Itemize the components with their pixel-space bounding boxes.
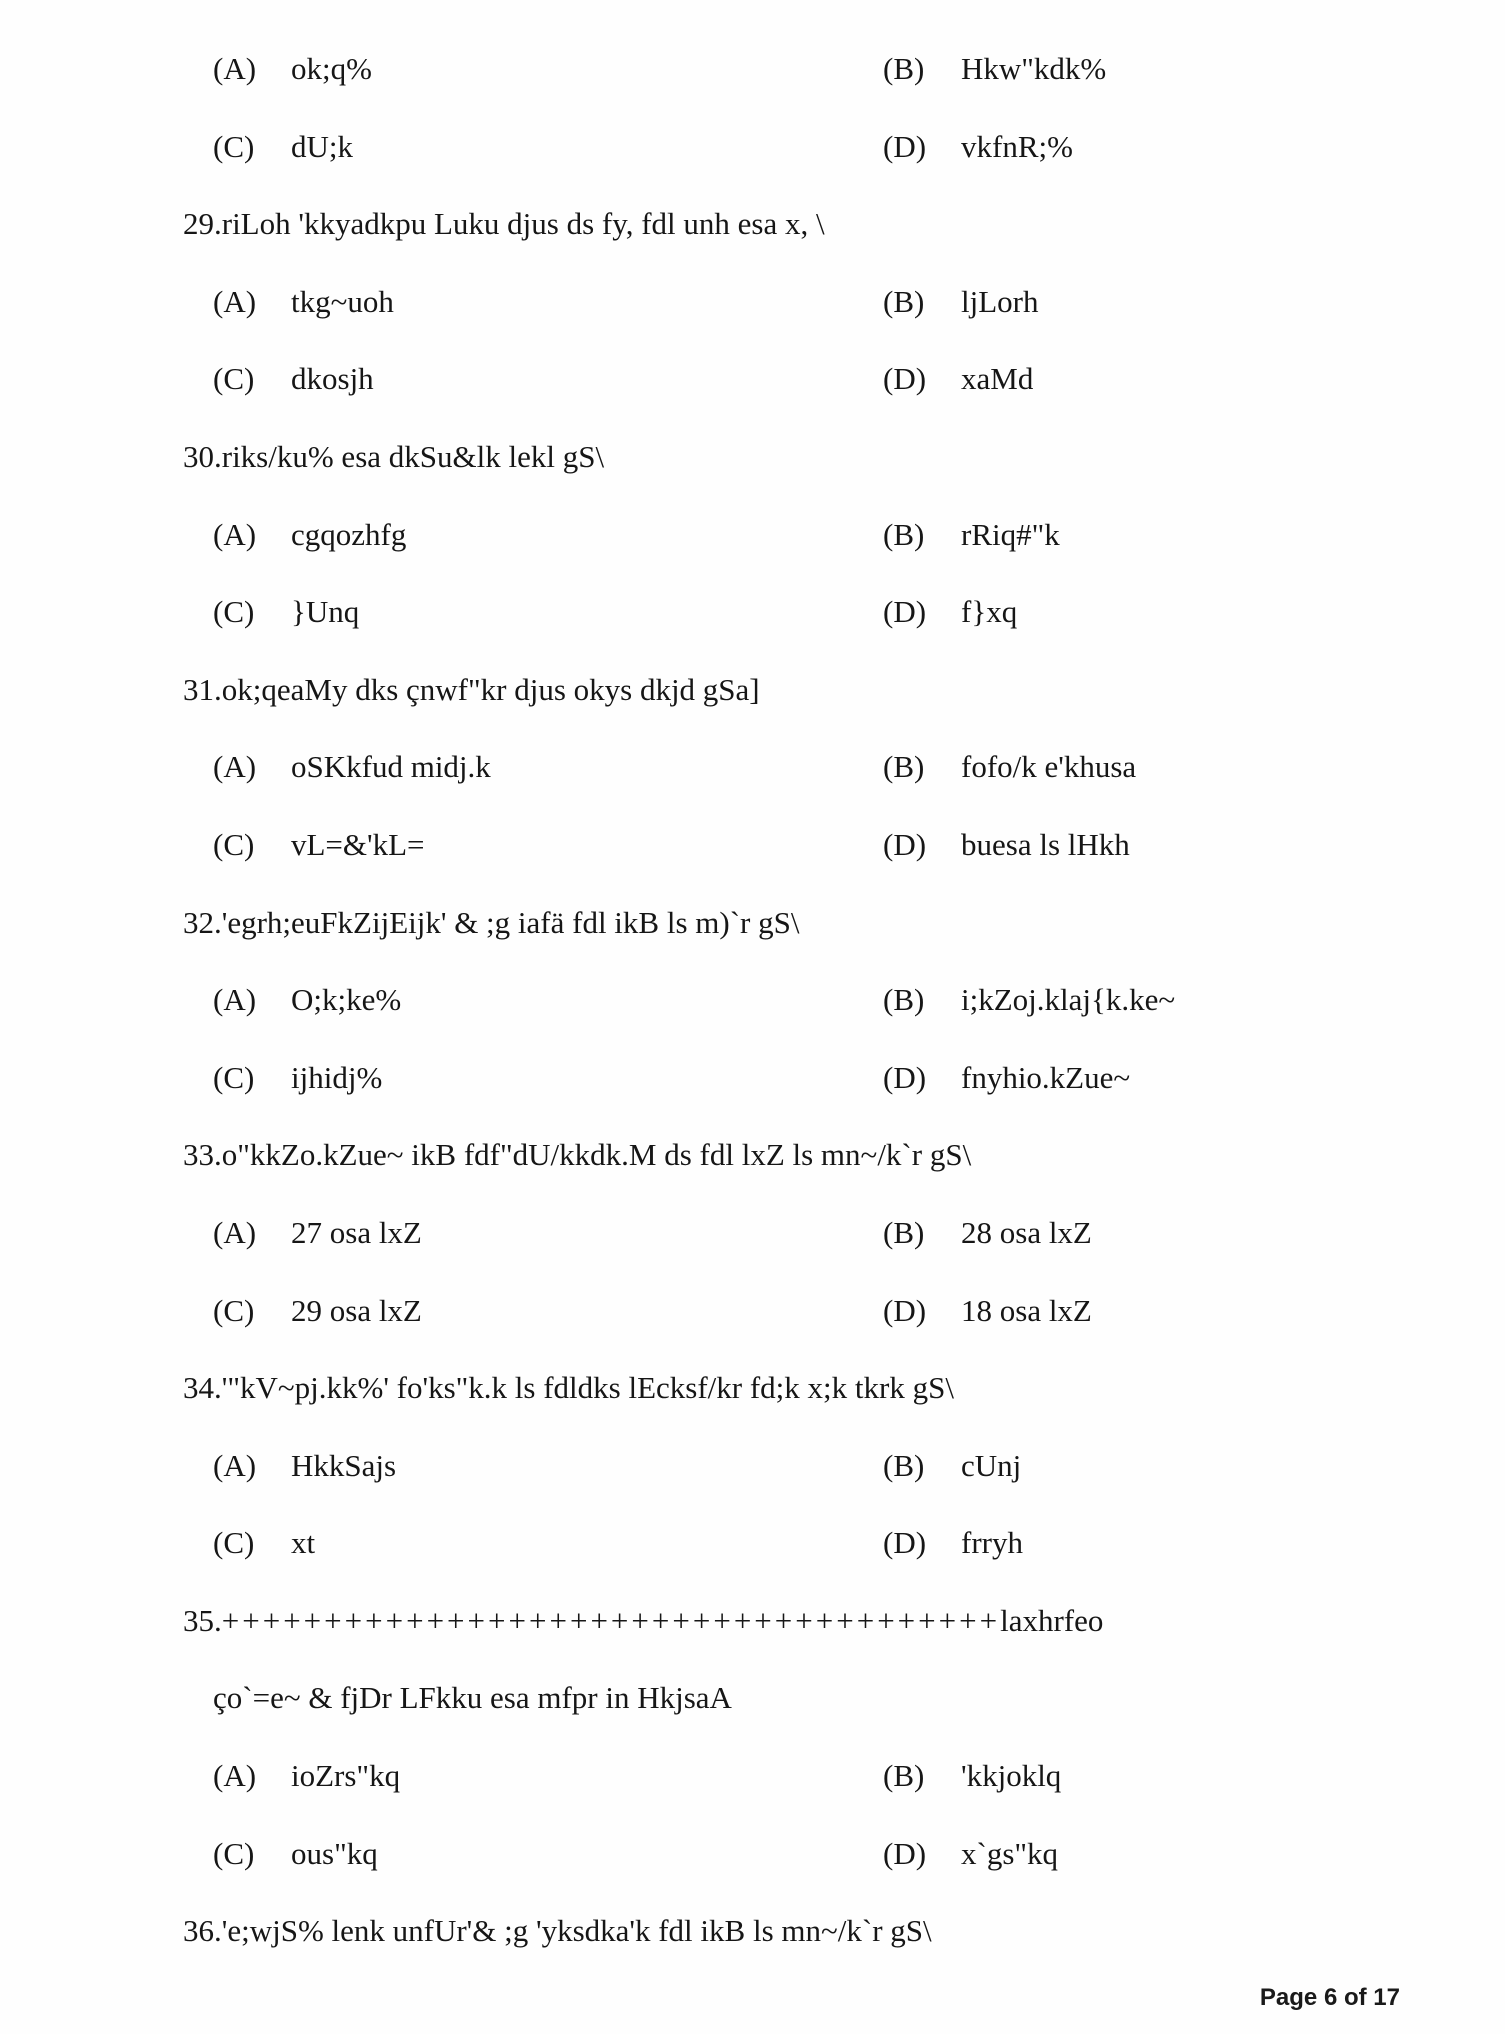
option-label: (D) [883,361,927,397]
option-text: frryh [961,1525,1023,1561]
question-text: ok;qeaMy dks çnwf"kr djus okys dkjd gSa] [221,671,760,707]
option [883,728,1136,806]
option-text: i;kZoj.klaj{k.ke~ [961,982,1176,1018]
option-text: rRiq#"k [961,516,1060,552]
option [883,1272,1092,1350]
question-row [0,418,1505,496]
options-row [0,108,1505,186]
question-row [0,1349,1505,1427]
options-row [0,1427,1505,1505]
option-text: O;k;ke% [291,982,402,1018]
option-text: 29 osa lxZ [291,1292,422,1328]
option-label: (C) [213,1525,255,1561]
option-text: ioZrs"kq [291,1758,401,1794]
question-continuation-row [0,1659,1505,1737]
option-label: (A) [213,516,257,552]
option-text: fnyhio.kZue~ [961,1059,1131,1095]
fill-in-blank-plus-line: ++++++++++++++++++++++++++++++++++++++ [221,1602,1001,1638]
option-label: (A) [213,1214,257,1250]
question-row [0,1892,1505,1970]
option-text: 27 osa lxZ [291,1214,422,1250]
option-label: (D) [883,128,927,164]
question-text: ++++++++++++++++++++++++++++++++++++++laxhrfeo [221,1602,1104,1638]
option-text: dU;k [291,128,353,164]
option-label: (C) [213,1292,255,1328]
question-number: 30. [183,438,222,474]
option-text: vL=&'kL= [291,826,425,862]
option-text: f}xq [961,594,1018,630]
option [213,1194,422,1272]
option-text: 28 osa lxZ [961,1214,1092,1250]
option [213,108,353,186]
option-label: (C) [213,1835,255,1871]
option [883,30,1106,108]
option [883,806,1130,884]
option [883,1427,1021,1505]
options-row [0,1194,1505,1272]
question-paper-page [0,30,1505,1970]
option [213,1737,400,1815]
option [213,263,394,341]
option-text: xt [291,1525,316,1561]
option [883,340,1033,418]
option-label: (B) [883,283,925,319]
question-text: o"kkZo.kZue~ ikB fdf"dU/kkdk.M ds fdl lxZ ls mn~/k`r gS\ [221,1137,972,1173]
option-text: cgqozhfg [291,516,407,552]
option-text: }Unq [291,594,360,630]
options-row [0,728,1505,806]
option-text: ljLorh [961,283,1039,319]
option-text: buesa ls lHkh [961,826,1130,862]
question-row [0,651,1505,729]
option-text: tkg~uoh [291,283,394,319]
option [883,1815,1058,1893]
option-label: (B) [883,1758,925,1794]
option-label: (C) [213,594,255,630]
option-text: HkkSajs [291,1447,397,1483]
option-label: (B) [883,982,925,1018]
options-row [0,496,1505,574]
question-number: 33. [183,1137,222,1173]
option-text: fofo/k e'khusa [961,749,1137,785]
option-text: 18 osa lxZ [961,1292,1092,1328]
option-label: (D) [883,1525,927,1561]
option [883,1039,1130,1117]
option-label: (A) [213,749,257,785]
option [883,263,1039,341]
options-row [0,1737,1505,1815]
options-row [0,806,1505,884]
options-row [0,1504,1505,1582]
question-text: riLoh 'kkyadkpu Luku djus ds fy, fdl unh esa x, \ [221,206,825,242]
option-label: (A) [213,982,257,1018]
option [883,573,1017,651]
option [213,496,406,574]
option [883,108,1073,186]
option-text: ijhidj% [291,1059,383,1095]
option [883,1194,1092,1272]
question-text: 'e;wjS% lenk unfUr'& ;g 'yksdka'k fdl ikB ls mn~/k`r gS\ [221,1913,932,1949]
options-row [0,1272,1505,1350]
question-number: 29. [183,206,222,242]
option-text: ous"kq [291,1835,378,1871]
question-text: 'egrh;euFkZijEijk' & ;g iafä fdl ikB ls m)`r gS\ [221,904,800,940]
option [213,30,372,108]
option [213,1272,422,1350]
options-row [0,1815,1505,1893]
option-label: (D) [883,594,927,630]
options-row [0,263,1505,341]
option [213,1039,382,1117]
option-label: (C) [213,1059,255,1095]
option-text: x`gs"kq [961,1835,1059,1871]
option-label: (B) [883,749,925,785]
option [883,961,1175,1039]
option-label: (B) [883,1447,925,1483]
options-row [0,961,1505,1039]
option [213,340,374,418]
option [213,1504,315,1582]
question-row [0,1582,1505,1660]
option [883,1737,1061,1815]
question-row [0,185,1505,263]
question-row [0,1116,1505,1194]
option-text: vkfnR;% [961,128,1073,164]
option-text: xaMd [961,361,1034,397]
option-label: (B) [883,1214,925,1250]
question-number: 32. [183,904,222,940]
option-label: (C) [213,128,255,164]
option-text: oSKkfud midj.k [291,749,491,785]
footer-total-pages: 17 [1373,1984,1400,2011]
option [213,1427,396,1505]
option [213,961,401,1039]
option-label: (A) [213,283,257,319]
option-label: (D) [883,1292,927,1328]
question-number: 36. [183,1913,222,1949]
option-label: (D) [883,826,927,862]
question-number: 34. [183,1370,222,1406]
footer-page-number: 6 [1323,1984,1338,2011]
question-text: riks/ku% esa dkSu&lk lekl gS\ [221,438,605,474]
question-number: 31. [183,671,222,707]
options-row [0,573,1505,651]
question-number: 35. [183,1602,222,1638]
question-row [0,884,1505,962]
option-label: (A) [213,51,257,86]
option-label: (B) [883,516,925,552]
option [883,496,1060,574]
options-row [0,340,1505,418]
option-text: 'kkjoklq [961,1758,1062,1794]
footer-page-word: Page [1259,1984,1318,2011]
option-label: (A) [213,1758,257,1794]
option-label: (D) [883,1059,927,1095]
option-text: cUnj [961,1447,1022,1483]
option-text: ok;q% [291,51,372,86]
options-row [0,1039,1505,1117]
option-label: (C) [213,826,255,862]
option-label: (C) [213,361,255,397]
option [213,573,359,651]
footer-of-word: of [1343,1984,1367,2011]
option [213,1815,378,1893]
question-text: ço`=e~ & fjDr LFkku esa mfpr in HkjsaA [213,1680,732,1716]
option [213,806,425,884]
option-text: Hkw"kdk% [961,51,1107,86]
option [883,1504,1023,1582]
options-row [0,30,1505,108]
option [213,728,491,806]
option-label: (D) [883,1835,927,1871]
question-text: '"kV~pj.kk%' fo'ks"k.k ls fdldks lEcksf/kr fd;k x;k tkrk gS\ [221,1370,954,1406]
page-footer [1260,1984,1400,2012]
option-label: (B) [883,51,925,86]
option-label: (A) [213,1447,257,1483]
option-text: dkosjh [291,361,374,397]
